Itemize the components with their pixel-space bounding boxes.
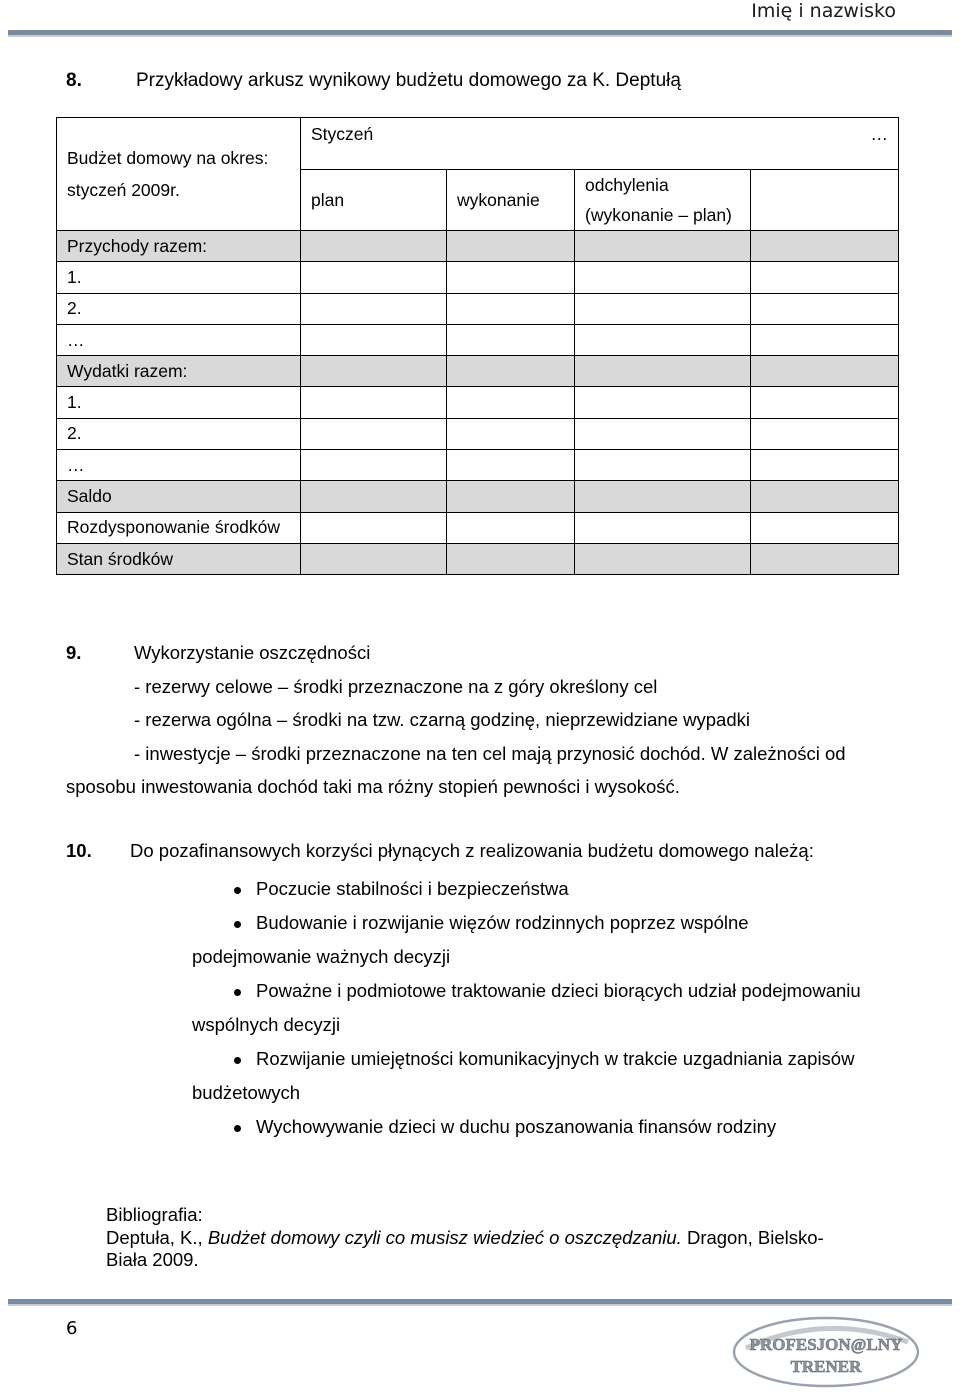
deviation-cell: [575, 262, 751, 293]
deviation-cell: [575, 387, 751, 418]
next-month-cell: [751, 450, 899, 481]
execution-cell: [447, 418, 575, 449]
empty-header: [751, 170, 899, 231]
execution-cell: [447, 324, 575, 355]
row-label: 2.: [57, 418, 301, 449]
section-number: 8.: [66, 70, 82, 91]
month-header: Styczeń: [301, 118, 751, 170]
plan-cell: [301, 512, 447, 543]
list-item-continuation: podejmowanie ważnych decyzji: [192, 946, 451, 967]
table-row: [57, 418, 899, 449]
deviation-cell: [575, 512, 751, 543]
section-title: Wykorzystanie oszczędności: [134, 642, 371, 663]
execution-cell: [447, 387, 575, 418]
table-row: [57, 512, 899, 543]
profesjonalny-trener-logo: [726, 1308, 926, 1390]
section-title: Do pozafinansowych korzyści płynących z realizowania budżetu domowego należą:: [130, 840, 814, 861]
plan-cell: [301, 293, 447, 324]
row-label: …: [57, 324, 301, 355]
deviation-cell: [575, 418, 751, 449]
execution-cell: [447, 450, 575, 481]
row-label: 1.: [57, 387, 301, 418]
bibliography-entry: [106, 1227, 886, 1272]
bibliography-heading: Bibliografia:: [106, 1204, 203, 1225]
next-month-cell: [751, 387, 899, 418]
next-month-cell: [751, 231, 899, 262]
row-label: Wydatki razem:: [57, 356, 301, 387]
bullet-icon: [234, 1057, 241, 1064]
execution-cell: [447, 356, 575, 387]
execution-cell: [447, 481, 575, 512]
savings-item: - rezerwa ogólna – środki na tzw. czarną godzinę, nieprzewidziane wypadki: [134, 709, 750, 730]
table-row: [57, 543, 899, 574]
row-label: Rozdysponowanie środków: [57, 512, 301, 543]
logo-line2: TRENER: [790, 1357, 862, 1376]
row-label: …: [57, 450, 301, 481]
bibliography-author: Deptuła, K.,: [106, 1226, 208, 1248]
execution-cell: [447, 512, 575, 543]
deviation-cell: [575, 543, 751, 574]
list-item: [66, 1110, 906, 1144]
author-name-field: Imię i nazwisko: [751, 0, 896, 22]
table-row: [57, 293, 899, 324]
table-row: [57, 231, 899, 262]
benefits-list: [66, 872, 906, 1144]
execution-header: wykonanie: [447, 170, 575, 231]
plan-header: plan: [301, 170, 447, 231]
logo-line1: PROFESJON@LNY: [749, 1335, 903, 1354]
execution-cell: [447, 293, 575, 324]
list-item-text: Rozwijanie umiejętności komunikacyjnych w trakcie uzgadniania zapisów: [256, 1048, 855, 1069]
next-month-cell: [751, 324, 899, 355]
deviation-cell: [575, 293, 751, 324]
more-months-header: …: [751, 118, 899, 170]
section-10: [66, 838, 906, 1144]
plan-cell: [301, 418, 447, 449]
list-item-continuation: wspólnych decyzji: [192, 1014, 341, 1035]
table-row: [57, 356, 899, 387]
list-item-text: Wychowywanie dzieci w duchu poszanowania finansów rodziny: [256, 1116, 777, 1137]
page-number: 6: [66, 1318, 78, 1339]
list-item: [66, 872, 906, 906]
plan-cell: [301, 387, 447, 418]
bibliography: [106, 1204, 886, 1272]
table-row: [57, 481, 899, 512]
execution-cell: [447, 543, 575, 574]
next-month-cell: [751, 262, 899, 293]
bullet-icon: [234, 989, 241, 996]
execution-cell: [447, 262, 575, 293]
section-number: 10.: [66, 840, 92, 861]
plan-cell: [301, 231, 447, 262]
table-row: [57, 324, 899, 355]
list-item: [66, 1042, 906, 1110]
row-label: 1.: [57, 262, 301, 293]
savings-item: - inwestycje – środki przeznaczone na ten cel mają przynosić dochód. W zależności od: [134, 742, 846, 764]
bibliography-title: Budżet domowy czyli co musisz wiedzieć o oszczędzaniu.: [207, 1226, 682, 1248]
bullet-icon: [234, 1125, 241, 1132]
bibliography-publisher-cont: Biała 2009.: [106, 1249, 199, 1270]
execution-cell: [447, 231, 575, 262]
next-month-cell: [751, 481, 899, 512]
list-item-continuation: budżetowych: [192, 1082, 300, 1103]
row-label: 2.: [57, 293, 301, 324]
header-rule: [8, 30, 952, 37]
bibliography-publisher: Dragon, Bielsko-: [681, 1226, 824, 1248]
deviation-cell: [575, 356, 751, 387]
list-item-text: Poważne i podmiotowe traktowanie dzieci biorących udział podejmowaniu: [256, 980, 861, 1001]
section-number: 9.: [66, 642, 82, 663]
deviation-header-line1: odchylenia: [585, 175, 669, 195]
deviation-cell: [575, 231, 751, 262]
period-label-cell: [57, 118, 301, 231]
list-item-text: Budowanie i rozwijanie więzów rodzinnych poprzez wspólne: [256, 912, 749, 933]
next-month-cell: [751, 512, 899, 543]
next-month-cell: [751, 543, 899, 574]
plan-cell: [301, 543, 447, 574]
table-row: [57, 387, 899, 418]
savings-item: - rezerwy celowe – środki przeznaczone na z góry określony cel: [134, 675, 658, 697]
table-row: [57, 262, 899, 293]
plan-cell: [301, 262, 447, 293]
savings-item-continued: sposobu inwestowania dochód taki ma różny stopień pewności i wysokość.: [66, 776, 680, 797]
plan-cell: [301, 450, 447, 481]
deviation-header-line2: (wykonanie – plan): [585, 205, 732, 225]
list-item: [66, 974, 906, 1042]
plan-cell: [301, 356, 447, 387]
plan-cell: [301, 324, 447, 355]
bullet-icon: [234, 921, 241, 928]
period-value: styczeń 2009r.: [67, 180, 180, 200]
list-item: [66, 906, 906, 974]
row-label: Przychody razem:: [57, 231, 301, 262]
table-row: [57, 450, 899, 481]
section-8-heading: [66, 70, 681, 92]
budget-table: [56, 117, 899, 575]
list-item-text: Poczucie stabilności i bezpieczeństwa: [256, 878, 569, 899]
deviation-cell: [575, 481, 751, 512]
footer-rule: [8, 1299, 952, 1306]
next-month-cell: [751, 356, 899, 387]
next-month-cell: [751, 293, 899, 324]
row-label: Stan środków: [57, 543, 301, 574]
deviation-cell: [575, 324, 751, 355]
bullet-icon: [234, 887, 241, 894]
next-month-cell: [751, 418, 899, 449]
period-label: Budżet domowy na okres:: [67, 148, 269, 168]
section-title: Przykładowy arkusz wynikowy budżetu domowego za K. Deptułą: [136, 70, 681, 91]
deviation-header: [575, 170, 751, 231]
section-9: [66, 636, 906, 804]
deviation-cell: [575, 450, 751, 481]
row-label: Saldo: [57, 481, 301, 512]
plan-cell: [301, 481, 447, 512]
